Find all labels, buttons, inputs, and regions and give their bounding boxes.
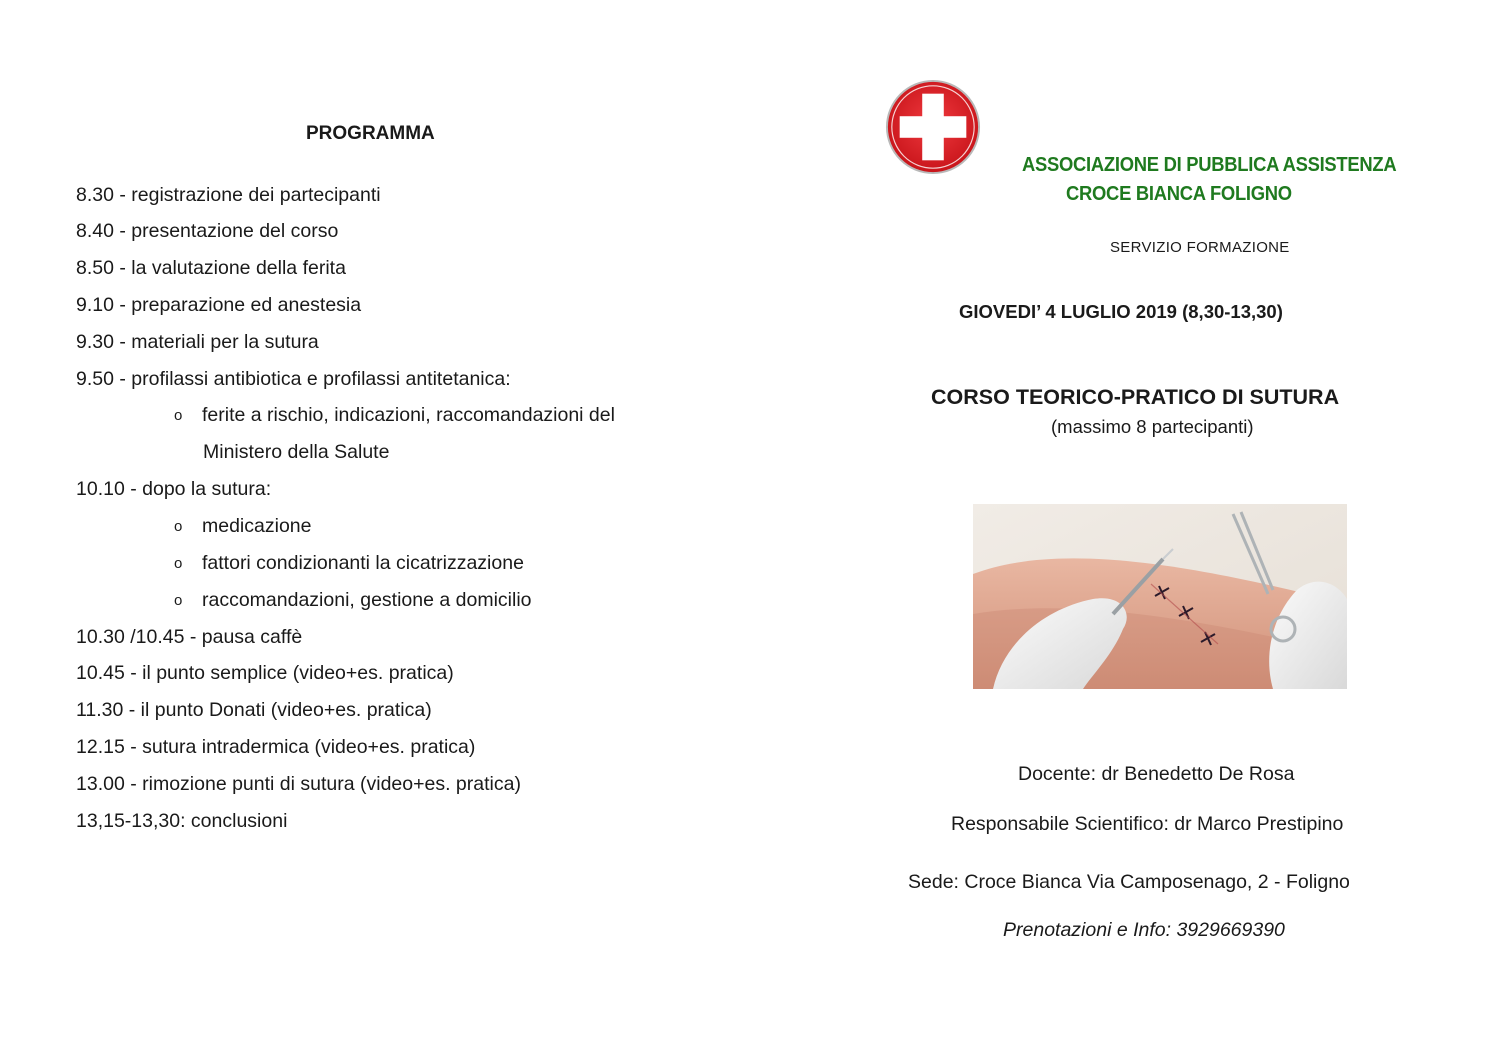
program-title: PROGRAMMA <box>306 123 435 144</box>
program-item: 9.10 - preparazione ed anestesia <box>76 294 362 316</box>
program-item: 10.45 - il punto semplice (video+es. pratica) <box>76 662 454 684</box>
program-subitem-continuation: Ministero della Salute <box>203 441 390 463</box>
subitem-text: fattori condizionanti la cicatrizzazione <box>202 552 524 574</box>
red-cross-logo-icon <box>884 78 982 176</box>
program-subitem <box>174 404 615 427</box>
bullet-icon: o <box>174 555 183 572</box>
program-item: 13.00 - rimozione punti di sutura (video+es. pratica) <box>76 773 521 795</box>
program-item: 9.30 - materiali per la sutura <box>76 331 319 353</box>
service-label: SERVIZIO FORMAZIONE <box>1110 239 1290 256</box>
program-item: 8.50 - la valutazione della ferita <box>76 257 346 279</box>
course-title: CORSO TEORICO-PRATICO DI SUTURA <box>931 385 1340 409</box>
program-item: 11.30 - il punto Donati (video+es. pratica) <box>76 699 432 721</box>
org-name-line1: ASSOCIAZIONE DI PUBBLICA ASSISTENZA <box>1022 154 1397 176</box>
subitem-text: ferite a rischio, indicazioni, raccomandazioni del <box>202 404 615 426</box>
program-item: 12.15 - sutura intradermica (video+es. pratica) <box>76 736 476 758</box>
program-item: 10.30 /10.45 - pausa caffè <box>76 626 303 648</box>
program-subitem <box>174 552 524 575</box>
suture-photo <box>973 504 1347 689</box>
program-item: 10.10 - dopo la sutura: <box>76 478 272 500</box>
program-subitem <box>174 515 311 538</box>
bullet-icon: o <box>174 407 183 424</box>
subitem-text: raccomandazioni, gestione a domicilio <box>202 589 532 611</box>
program-item: 13,15-13,30: conclusioni <box>76 810 288 832</box>
course-capacity: (massimo 8 partecipanti) <box>1051 416 1254 437</box>
subitem-text: medicazione <box>202 515 312 537</box>
event-date: GIOVEDI’ 4 LUGLIO 2019 (8,30-13,30) <box>959 301 1283 322</box>
program-item: 8.30 - registrazione dei partecipanti <box>76 184 381 206</box>
venue: Sede: Croce Bianca Via Camposenago, 2 - Foligno <box>908 871 1350 893</box>
org-name-line2: CROCE BIANCA FOLIGNO <box>1066 183 1292 205</box>
program-item: 8.40 - presentazione del corso <box>76 220 339 242</box>
booking-info: Prenotazioni e Info: 3929669390 <box>1003 919 1285 941</box>
bullet-icon: o <box>174 592 183 609</box>
program-item: 9.50 - profilassi antibiotica e profilassi antitetanica: <box>76 368 511 390</box>
instructor: Docente: dr Benedetto De Rosa <box>1018 763 1295 785</box>
bullet-icon: o <box>174 518 183 535</box>
scientific-lead: Responsabile Scientifico: dr Marco Prestipino <box>951 813 1344 835</box>
program-subitem <box>174 589 532 612</box>
